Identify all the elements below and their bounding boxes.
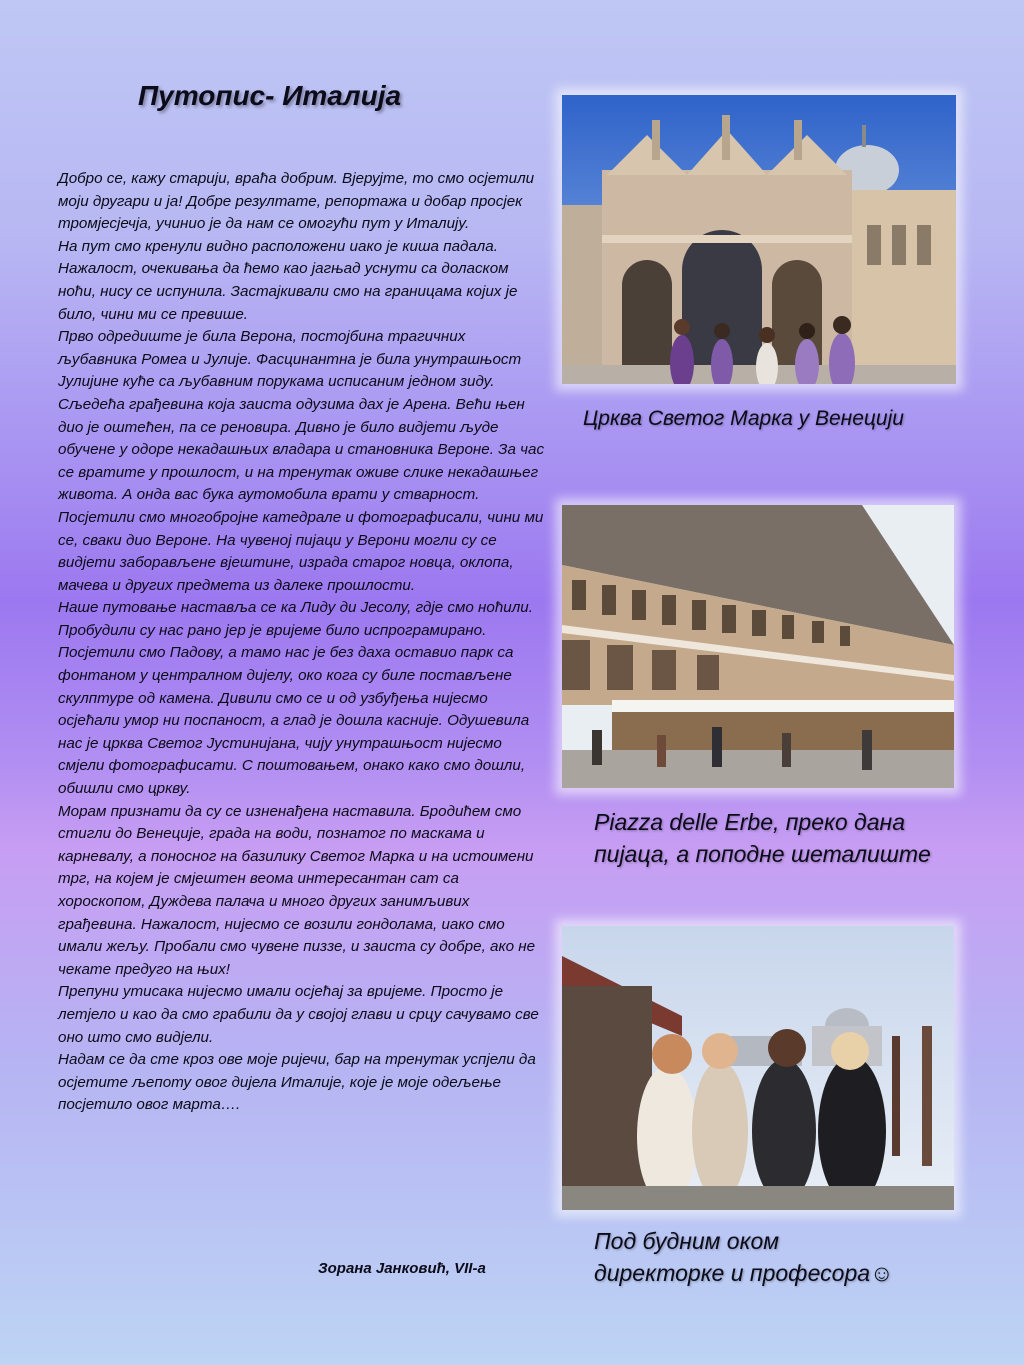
caption-line: Piazza delle Erbe, преко дана xyxy=(594,809,906,835)
caption-line: пијаца, а поподне шеталиште xyxy=(594,841,931,867)
article-paragraph: Наше путовање наставља се ка Лиду ди Јесолу, гдје смо ноћили. Пробудили су нас рано јер је вријеме било испрограмирано. Посјетили смо Падову, а тамо нас је без даха оставио парк са фонтаном у централном дијелу, око кога су биле постављене скулптуре од камена. Дивили смо се и од узбуђења нијесмо осјећали умор ни поспаност, а глад је дошла касније. Одушевила нас је црква Светог Јустинијана, чију унутрашњост нијесмо смјели фотографисати. С поштовањем, онако како смо дошли, обишли смо цркву. xyxy=(58,599,533,798)
piazza-caption xyxy=(594,806,931,870)
article-paragraph: Морам признати да су се изненађена наставила. Бродићем смо стигли до Венеције, града на води, познатог по маскама и карневалу, а поносног на базилику Светог Марка и на истоимени трг, на којем је смјештен веома интересантан сат са хороскопом, Дуждева палача и много других занимљивих грађевина. Нажалост, нијесмо се возили гондолама, иако смо имали жељу. Пробали смо чувене пиззе, и заиста су добре, ако не чекате предуго на њих! xyxy=(58,802,536,978)
article-paragraph: Надам се да сте кроз ове моје ријечи, бар на тренутак успјели да осјетите љепоту овог дијела Италије, које је моје одељење посјетило овог марта…. xyxy=(58,1051,536,1114)
basilica-caption: Црква Светог Марка у Венецији xyxy=(583,407,904,430)
article-paragraph: Препуни утисака нијесмо имали осјећај за вријеме. Просто је летјело и као да смо грабили да у својој глави и срцу сачувамо све оно што смо видјели. xyxy=(58,983,539,1046)
group-photo xyxy=(562,926,954,1210)
caption-line: Под будним оком xyxy=(594,1228,780,1254)
article-paragraph: Прво одредиште је била Верона, постојбина трагичних љубавника Ромеа и Јулије. Фасцинантна је била унутрашњост Јулијине куће са љубавним порукама исписаним једном зиду. Сљедећа грађевина која заиста одузима дах је Арена. Већи њен дио је оштећен, па се реновира. Дивно је било видјети људе обучене у одоре некадашњих владара и становника Вероне. За час се вратите у прошлост, и на тренутак оживе слике некадашњег живота. А онда вас бука аутомобила врати у стварност. Посјетили смо многобројне катедрале и фотографисали, чини ми се, сваки дио Вероне. На чувеној пијаци у Верони могли су се видјети заборављене вјештине, израда старог новца, оклопа, мачева и других предмета из далеке прошлости. xyxy=(58,328,545,594)
group-caption xyxy=(594,1225,894,1289)
article-paragraph: На пут смо кренули видно расположени иако је киша падала. Нажалост, очекивања да ћемо као јагњад уснути са доласком ноћи, нису се испунила. Застајкивали смо на границама којих је било, чини ми се превише. xyxy=(58,237,518,323)
basilica-photo xyxy=(562,95,956,384)
page-title: Путопис- Италија xyxy=(138,80,402,111)
caption-line: директорке и професора☺ xyxy=(594,1260,894,1286)
piazza-photo xyxy=(562,505,954,788)
article-body xyxy=(58,168,546,1117)
article-paragraph: Добро се, кажу старији, враћа добрим. Вјерујте, то смо осјетили моји другари и ја! Добре резултате, репортажа и добар просјек тромјесјечја, учинио је да нам се омогући пут у Италију. xyxy=(58,170,535,233)
author-signature: Зорана Јанковић, VII-a xyxy=(318,1260,486,1277)
